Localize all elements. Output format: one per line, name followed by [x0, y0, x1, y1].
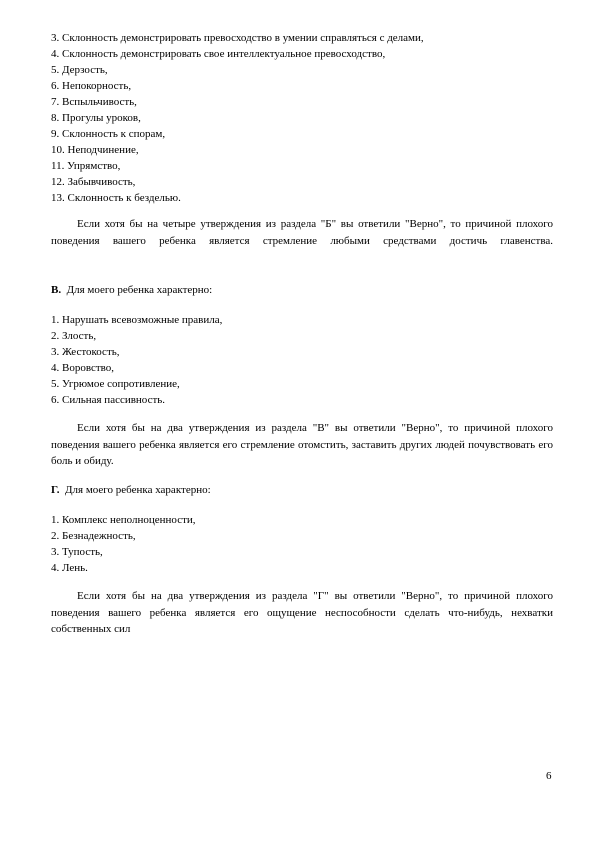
section-g-conclusion: Если хотя бы на два утверждения из раздела "Г" вы ответили "Верно", то причиной плохого поведения вашего ребенка является его ощущение неспособности сделать что-нибудь, нехватки собственных сил	[51, 590, 553, 635]
list-item: 3. Склонность демонстрировать превосходство в умении справляться с делами,	[51, 32, 424, 44]
list-item: 7. Вспыльчивость,	[51, 96, 137, 108]
section-v-list	[51, 312, 222, 408]
list-item: 8. Прогулы уроков,	[51, 112, 141, 124]
list-item: 1. Комплекс неполноценности,	[51, 514, 196, 526]
list-item: 10. Неподчинение,	[51, 144, 139, 156]
section-g-title: Для моего ребенка характерно:	[65, 484, 211, 496]
list-item: 9. Склонность к спорам,	[51, 128, 166, 140]
list-item: 3. Тупость,	[51, 546, 103, 558]
section-v-heading	[51, 282, 212, 298]
section-b-list-continued	[51, 30, 424, 206]
list-item: 11. Упрямство,	[51, 160, 121, 172]
list-item: 2. Безнадежность,	[51, 530, 136, 542]
section-g-list	[51, 512, 196, 576]
section-v-letter: В.	[51, 284, 62, 296]
list-item: 4. Лень.	[51, 562, 88, 574]
list-item: 6. Сильная пассивность.	[51, 394, 166, 406]
list-item: 4. Воровство,	[51, 362, 115, 374]
list-item: 5. Угрюмое сопротивление,	[51, 378, 180, 390]
list-item: 5. Дерзость,	[51, 64, 108, 76]
list-item: 12. Забывчивость,	[51, 176, 136, 188]
list-item: 2. Злость,	[51, 330, 97, 342]
section-g-heading	[51, 482, 211, 498]
section-v-title: Для моего ребенка характерно:	[66, 284, 213, 296]
section-g-letter: Г.	[51, 484, 60, 496]
list-item: 3. Жестокость,	[51, 346, 120, 358]
section-v-conclusion: Если хотя бы на два утверждения из раздела "В" вы ответили "Верно", то причиной плохого поведения вашего ребенка является его стремление отомстить, заставить других людей почувствовать его боль и обиду.	[51, 422, 553, 467]
section-b-conclusion: Если хотя бы на четыре утверждения из раздела "Б" вы ответили "Верно", то причиной плохого поведения вашего ребенка является стремление любыми средствами достичь главенства.	[51, 218, 553, 247]
list-item: 1. Нарушать всевозможные правила,	[51, 314, 223, 326]
list-item: 13. Склонность к безделью.	[51, 192, 181, 204]
page-number: 6	[546, 770, 552, 782]
list-item: 4. Склонность демонстрировать свое интеллектуальное превосходство,	[51, 48, 386, 60]
list-item: 6. Непокорность,	[51, 80, 132, 92]
